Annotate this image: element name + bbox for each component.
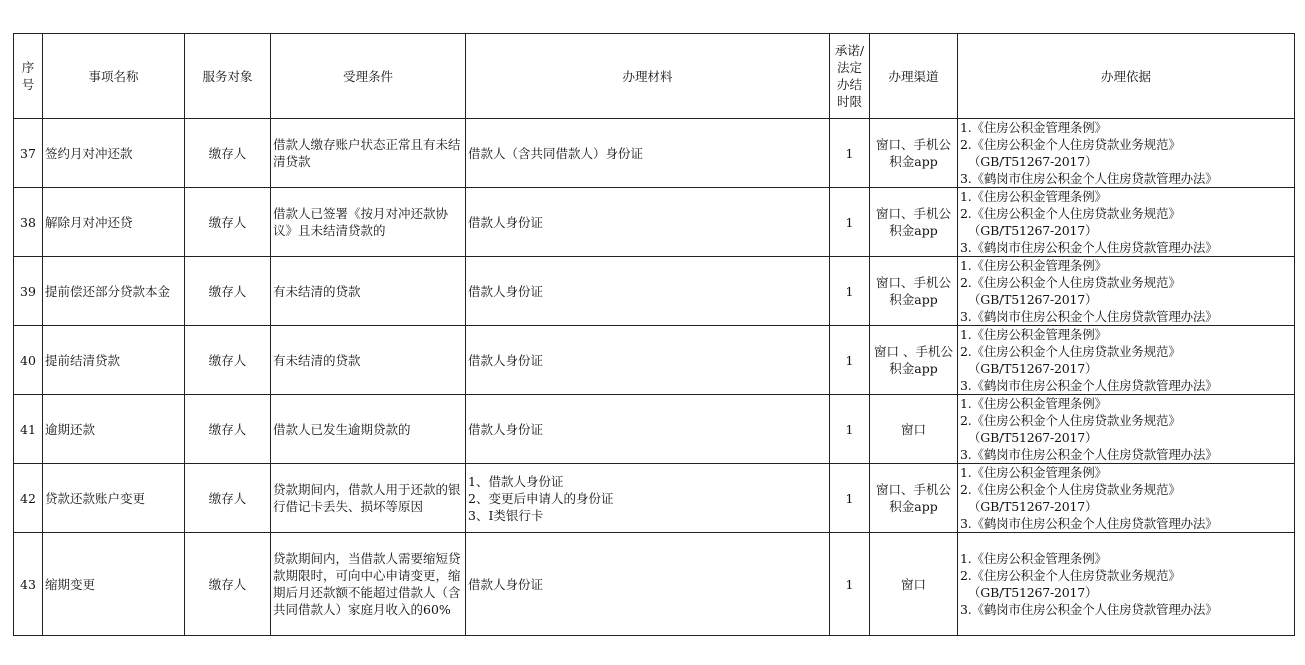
basis-item: （GB/T51267-2017）	[968, 499, 1098, 514]
basis-item: 3.《鹤岗市住房公积金个人住房贷款管理办法》	[960, 378, 1218, 393]
cell-name: 提前结清贷款	[43, 326, 185, 395]
header-name: 事项名称	[43, 34, 185, 119]
cell-name: 贷款还款账户变更	[43, 464, 185, 533]
cell-basis	[958, 464, 1295, 533]
cell-target: 缴存人	[185, 188, 271, 257]
cell-condition: 借款人已签署《按月对冲还款协议》且未结清贷款的	[271, 188, 466, 257]
header-channel: 办理渠道	[870, 34, 958, 119]
basis-item: （GB/T51267-2017）	[968, 430, 1098, 445]
cell-basis	[958, 257, 1295, 326]
material-item: 1、借款人身份证	[468, 473, 564, 489]
material-item: 借款人身份证	[468, 214, 544, 230]
material-item: 借款人身份证	[468, 576, 544, 592]
cell-condition: 有未结清的贷款	[271, 257, 466, 326]
cell-basis	[958, 326, 1295, 395]
material-item: 借款人身份证	[468, 421, 544, 437]
basis-item: 2.《住房公积金个人住房贷款业务规范》	[960, 413, 1181, 428]
cell-name: 解除月对冲还贷	[43, 188, 185, 257]
header-condition: 受理条件	[271, 34, 466, 119]
basis-item: （GB/T51267-2017）	[968, 585, 1098, 600]
basis-item: 3.《鹤岗市住房公积金个人住房贷款管理办法》	[960, 309, 1218, 324]
cell-channel: 窗口、手机公积金app	[870, 119, 958, 188]
service-items-table-wrapper	[13, 33, 1295, 636]
cell-channel: 窗口	[870, 533, 958, 636]
cell-materials	[466, 326, 830, 395]
cell-basis	[958, 119, 1295, 188]
header-row	[14, 34, 1295, 119]
cell-materials	[466, 257, 830, 326]
cell-time-limit: 1	[830, 257, 870, 326]
cell-name: 提前偿还部分贷款本金	[43, 257, 185, 326]
cell-time-limit: 1	[830, 464, 870, 533]
basis-item: 3.《鹤岗市住房公积金个人住房贷款管理办法》	[960, 171, 1218, 186]
cell-name: 缩期变更	[43, 533, 185, 636]
cell-target: 缴存人	[185, 464, 271, 533]
basis-item: 3.《鹤岗市住房公积金个人住房贷款管理办法》	[960, 447, 1218, 462]
cell-condition: 贷款期间内，借款人用于还款的银行借记卡丢失、损坏等原因	[271, 464, 466, 533]
cell-seq: 41	[14, 395, 43, 464]
cell-time-limit: 1	[830, 395, 870, 464]
basis-item: 2.《住房公积金个人住房贷款业务规范》	[960, 568, 1181, 583]
cell-condition: 借款人已发生逾期贷款的	[271, 395, 466, 464]
material-item: 2、变更后申请人的身份证	[468, 490, 614, 506]
material-item: 3、Ⅰ类银行卡	[468, 507, 544, 523]
cell-condition: 贷款期间内，当借款人需要缩短贷款期限时，可向中心申请变更，缩期后月还款额不能超过借款人（含共同借款人）家庭月收入的60%	[271, 533, 466, 636]
basis-item: 3.《鹤岗市住房公积金个人住房贷款管理办法》	[960, 602, 1218, 617]
header-materials: 办理材料	[466, 34, 830, 119]
table-row	[14, 119, 1295, 188]
basis-item: 3.《鹤岗市住房公积金个人住房贷款管理办法》	[960, 240, 1218, 255]
cell-time-limit: 1	[830, 533, 870, 636]
cell-channel: 窗口、手机公积金app	[870, 464, 958, 533]
basis-item: 3.《鹤岗市住房公积金个人住房贷款管理办法》	[960, 516, 1218, 531]
cell-seq: 42	[14, 464, 43, 533]
service-items-table	[13, 33, 1295, 636]
cell-time-limit: 1	[830, 119, 870, 188]
basis-item: （GB/T51267-2017）	[968, 154, 1098, 169]
material-item: 借款人（含共同借款人）身份证	[468, 145, 644, 161]
cell-channel: 窗口、手机公积金app	[870, 188, 958, 257]
cell-materials	[466, 464, 830, 533]
cell-channel: 窗口、手机公积金app	[870, 257, 958, 326]
cell-target: 缴存人	[185, 257, 271, 326]
cell-materials	[466, 188, 830, 257]
cell-materials	[466, 533, 830, 636]
cell-seq: 38	[14, 188, 43, 257]
basis-item: （GB/T51267-2017）	[968, 361, 1098, 376]
cell-target: 缴存人	[185, 533, 271, 636]
cell-target: 缴存人	[185, 395, 271, 464]
basis-item: 1.《住房公积金管理条例》	[960, 120, 1107, 135]
cell-channel: 窗口	[870, 395, 958, 464]
header-seq: 序号	[14, 34, 43, 119]
table-row	[14, 464, 1295, 533]
table-row	[14, 395, 1295, 464]
basis-item: 2.《住房公积金个人住房贷款业务规范》	[960, 137, 1181, 152]
cell-materials	[466, 395, 830, 464]
header-target: 服务对象	[185, 34, 271, 119]
basis-item: 2.《住房公积金个人住房贷款业务规范》	[960, 275, 1181, 290]
cell-time-limit: 1	[830, 188, 870, 257]
basis-item: 2.《住房公积金个人住房贷款业务规范》	[960, 344, 1181, 359]
cell-basis	[958, 533, 1295, 636]
basis-item: 1.《住房公积金管理条例》	[960, 396, 1107, 411]
cell-seq: 40	[14, 326, 43, 395]
cell-time-limit: 1	[830, 326, 870, 395]
cell-target: 缴存人	[185, 119, 271, 188]
basis-item: 2.《住房公积金个人住房贷款业务规范》	[960, 206, 1181, 221]
basis-item: 2.《住房公积金个人住房贷款业务规范》	[960, 482, 1181, 497]
basis-item: 1.《住房公积金管理条例》	[960, 465, 1107, 480]
table-row	[14, 326, 1295, 395]
cell-channel: 窗口 、手机公积金app	[870, 326, 958, 395]
cell-target: 缴存人	[185, 326, 271, 395]
basis-item: 1.《住房公积金管理条例》	[960, 258, 1107, 273]
table-row	[14, 533, 1295, 636]
cell-name: 签约月对冲还款	[43, 119, 185, 188]
cell-seq: 43	[14, 533, 43, 636]
basis-item: （GB/T51267-2017）	[968, 292, 1098, 307]
table-row	[14, 188, 1295, 257]
cell-seq: 37	[14, 119, 43, 188]
material-item: 借款人身份证	[468, 352, 544, 368]
cell-condition: 有未结清的贷款	[271, 326, 466, 395]
cell-basis	[958, 395, 1295, 464]
basis-item: 1.《住房公积金管理条例》	[960, 327, 1107, 342]
cell-seq: 39	[14, 257, 43, 326]
basis-item: （GB/T51267-2017）	[968, 223, 1098, 238]
basis-item: 1.《住房公积金管理条例》	[960, 189, 1107, 204]
material-item: 借款人身份证	[468, 283, 544, 299]
cell-name: 逾期还款	[43, 395, 185, 464]
cell-materials	[466, 119, 830, 188]
basis-item: 1.《住房公积金管理条例》	[960, 551, 1107, 566]
cell-basis	[958, 188, 1295, 257]
header-time-limit: 承诺/ 法定 办结 时限	[830, 34, 870, 119]
cell-condition: 借款人缴存账户状态正常且有未结清贷款	[271, 119, 466, 188]
table-row	[14, 257, 1295, 326]
header-basis: 办理依据	[958, 34, 1295, 119]
